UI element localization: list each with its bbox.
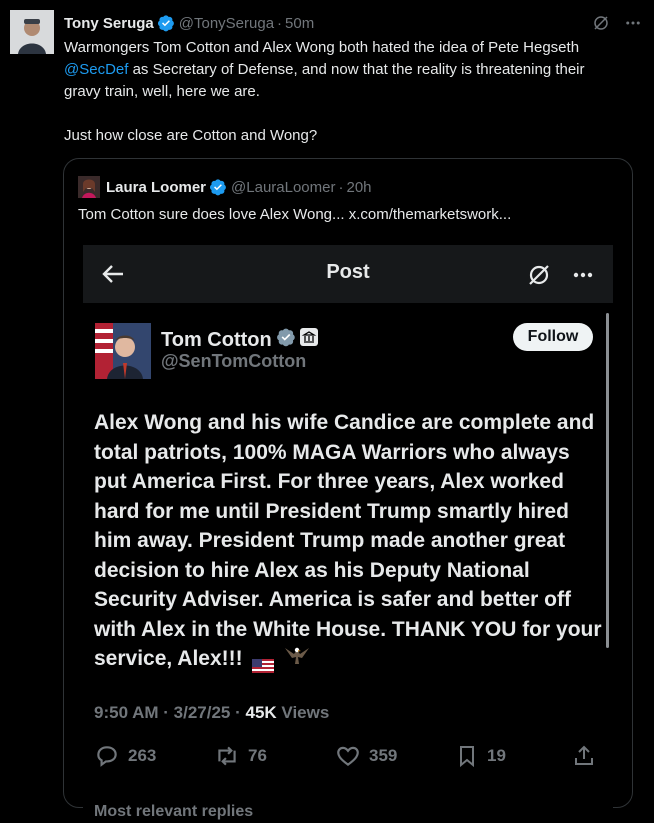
- image-post-body: Alex Wong and his wife Candice are complete and total patriots, 100% MAGA Warriors who always put America First. For three years, Alex worked hard for me until President Trump smartly hired him away. President Trump made another great decision to hire Alex as his Deputy National Security Adviser. America is safer and better off with Alex in the White House. THANK YOU for your service, Alex!!!: [94, 411, 602, 670]
- image-bar-icons: [527, 263, 595, 292]
- repost-count: 76: [248, 746, 267, 765]
- header-actions: [592, 14, 642, 32]
- tweet-text-line: gravy train, well, here we are.: [64, 83, 260, 100]
- verified-badge-icon: [157, 14, 175, 32]
- separator: ·: [338, 178, 344, 196]
- views-count: 45K: [245, 703, 277, 722]
- image-author-handle: @SenTomCotton: [161, 351, 307, 371]
- share-icon: [572, 743, 596, 769]
- image-scrollbar: [606, 313, 609, 648]
- verified-badge-icon: [276, 327, 296, 353]
- repost-icon: [214, 743, 240, 769]
- quoted-tweet[interactable]: [63, 158, 633, 820]
- quoted-author-name: Laura Loomer: [106, 178, 207, 196]
- eagle-icon: [284, 644, 310, 675]
- image-post-meta: [94, 703, 329, 723]
- timestamp[interactable]: 50m: [285, 14, 315, 32]
- quoted-tweet-text: Tom Cotton sure does love Alex Wong... x.com/themarketswork...: [78, 206, 512, 223]
- bookmark-action: [455, 743, 506, 769]
- quoted-timestamp: 20h: [346, 178, 372, 196]
- tweet-header: [64, 12, 642, 34]
- grok-icon[interactable]: [592, 14, 610, 32]
- grok-icon: [527, 263, 551, 292]
- image-post-time: 9:50 AM · 3/27/25 ·: [94, 703, 246, 722]
- image-author-name: [161, 327, 318, 353]
- tweet-text-line: Just how close are Cotton and Wong?: [64, 127, 318, 144]
- us-flag-icon: [252, 652, 274, 666]
- avatar[interactable]: [10, 10, 54, 54]
- mention-link[interactable]: @SecDef: [64, 61, 129, 78]
- author-name[interactable]: Tony Seruga: [64, 14, 154, 32]
- like-count: 359: [369, 746, 398, 765]
- government-building-icon: [300, 328, 318, 352]
- more-options-icon: [571, 263, 595, 292]
- image-author-name-text: Tom Cotton: [161, 328, 272, 351]
- bookmark-icon: [455, 743, 479, 769]
- attached-image[interactable]: [83, 243, 613, 823]
- more-options-icon[interactable]: [624, 14, 642, 32]
- author-handle[interactable]: @TonySeruga: [178, 14, 275, 32]
- share-action: [572, 743, 596, 769]
- tweet-text-line: as Secretary of Defense, and now that the reality is threatening their: [128, 61, 585, 78]
- repost-action: [214, 743, 267, 769]
- quoted-author-handle: @LauraLoomer: [231, 178, 336, 196]
- views-label: Views: [276, 703, 330, 722]
- quoted-avatar: [78, 176, 100, 198]
- like-action: [335, 743, 397, 769]
- quoted-tweet-header: [78, 177, 622, 197]
- verified-badge-icon: [209, 178, 227, 196]
- reply-action: [94, 743, 156, 769]
- image-avatar: [95, 323, 151, 379]
- image-post-bar: [83, 245, 613, 303]
- image-action-bar: [94, 743, 604, 773]
- image-post-title: Post: [326, 261, 370, 283]
- heart-icon: [335, 743, 361, 769]
- follow-button: Follow: [513, 323, 593, 351]
- bookmark-count: 19: [487, 746, 506, 765]
- image-clipped-text: Most relevant replies: [94, 803, 254, 820]
- reply-icon: [94, 743, 120, 769]
- separator: ·: [277, 14, 283, 32]
- reply-count: 263: [128, 746, 157, 765]
- image-post-text: [94, 408, 606, 675]
- tweet-text-line: Warmongers Tom Cotton and Alex Wong both hated the idea of Pete Hegseth: [64, 39, 580, 56]
- tweet-text: [64, 37, 644, 147]
